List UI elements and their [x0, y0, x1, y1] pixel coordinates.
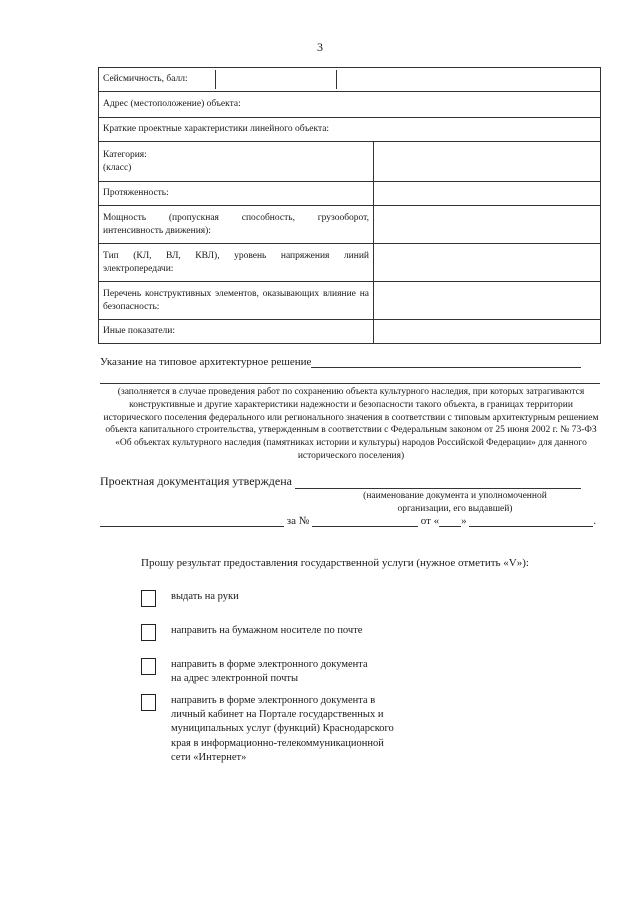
address-label: Адрес (местоположение) объекта: — [99, 92, 601, 118]
project-doc-number-row: за № от « » . — [100, 515, 596, 527]
checkbox-email[interactable] — [141, 658, 156, 675]
project-doc-row — [100, 474, 581, 489]
architecture-row — [100, 356, 581, 368]
seismic-label: Сейсмичность, балл: — [99, 70, 216, 88]
architecture-input[interactable] — [311, 367, 581, 368]
seismic-extra[interactable] — [337, 70, 601, 88]
ot-close-label: » — [461, 515, 467, 527]
checkbox-portal[interactable] — [141, 694, 156, 711]
project-doc-day-input[interactable] — [439, 526, 461, 527]
checkbox-hand-delivery[interactable] — [141, 590, 156, 607]
length-value[interactable] — [374, 182, 601, 206]
power-line-type-value[interactable] — [374, 244, 601, 282]
category-value[interactable] — [374, 142, 601, 182]
option-label: выдать на руки — [171, 591, 239, 602]
category-label: Категория: (класс) — [99, 142, 374, 182]
architecture-input-line-2[interactable] — [100, 383, 600, 384]
request-intro: Прошу результат предоставления государственной услуги (нужное отметить «V»): — [141, 557, 529, 569]
other-indicators-value[interactable] — [374, 320, 601, 344]
power-line-type-label: Тип (КЛ, ВЛ, КВЛ), уровень напряжения линий электропередачи: — [99, 244, 374, 282]
project-doc-note: (наименование документа и уполномоченной организации, его выдавшей) — [363, 491, 547, 514]
option-label: направить в форме электронного документа на адрес электронной почты — [171, 659, 368, 685]
architecture-note: (заполняется в случае проведения работ по сохранению объекта культурного наследия, при которых затрагиваются конструктивные и другие характеристики надежности и безопасности такого объекта, в границах территории исторического поселения федерального или регионального значения в соответствии с типовым архитектурным решением объекта капитального строительства, утвержденным в соответствии с Федеральным законом от 25 июня 2002 г. № 73-ФЗ «Об объектах культурного наследия (памятниках истории и культуры) народов Российской Федерации» для данного исторического поселения) — [103, 387, 599, 462]
project-doc-label: Проектная документация утверждена — [100, 474, 292, 488]
length-label: Протяженность: — [99, 182, 374, 206]
ot-label: от « — [420, 515, 440, 527]
option-label: направить на бумажном носителе по почте — [171, 625, 363, 636]
seismic-value[interactable] — [216, 70, 337, 88]
checkbox-paper-mail[interactable] — [141, 624, 156, 641]
capacity-label: Мощность (пропускная способность, грузооборот, интенсивность движения): — [99, 206, 374, 244]
project-doc-input[interactable] — [295, 488, 581, 489]
option-label: направить в форме электронного документа в личный кабинет на Портале государственных и муниципальных услуг (функций) Краснодарского края в информационно-телекоммуникационной сети «Интернет» — [171, 695, 394, 763]
brief-characteristics-label: Краткие проектные характеристики линейного объекта: — [99, 118, 601, 142]
architecture-label: Указание на типовое архитектурное решение — [100, 356, 312, 368]
capacity-value[interactable] — [374, 206, 601, 244]
structural-elements-value[interactable] — [374, 282, 601, 320]
structural-elements-label: Перечень конструктивных элементов, оказывающих влияние на безопасность: — [99, 282, 374, 320]
other-indicators-label: Иные показатели: — [99, 320, 374, 344]
page-number: 3 — [317, 40, 323, 54]
project-doc-org-input[interactable] — [100, 526, 284, 527]
object-characteristics-table — [98, 67, 601, 344]
za-no-label: за № — [286, 515, 310, 527]
project-doc-number-input[interactable] — [312, 526, 418, 527]
project-doc-date-input[interactable] — [469, 526, 593, 527]
